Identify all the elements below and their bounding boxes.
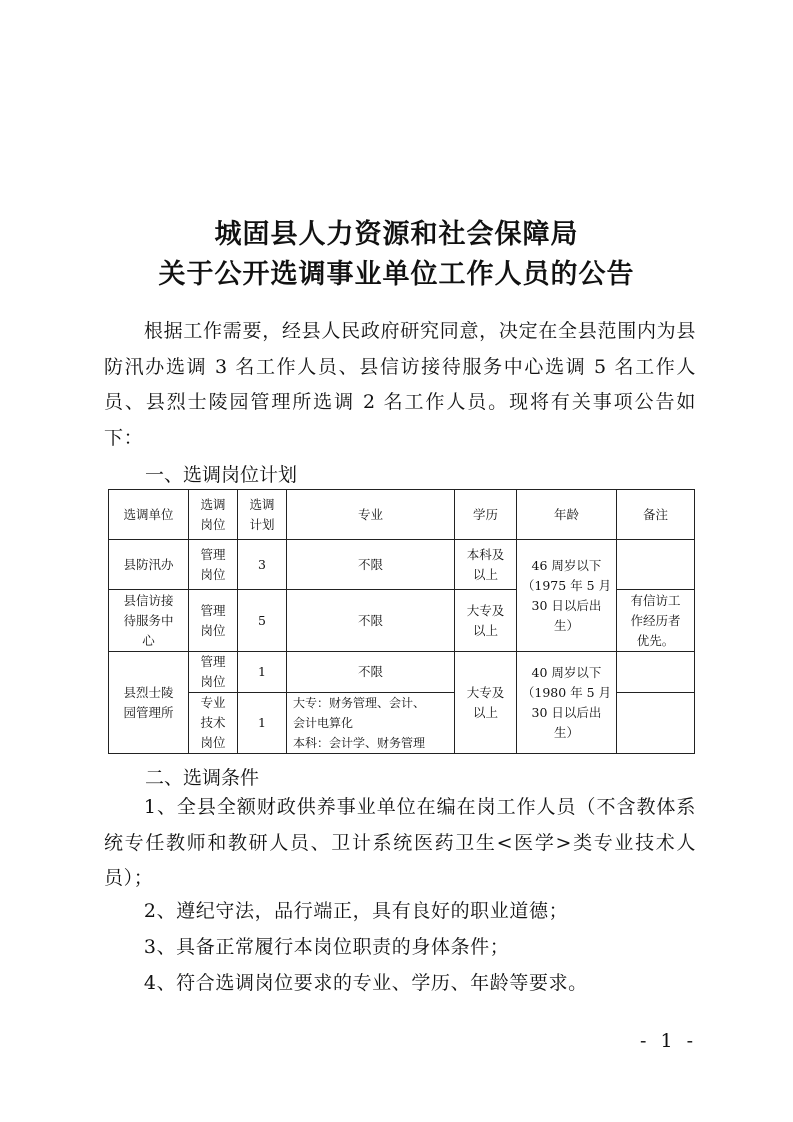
cell-post (189, 652, 238, 693)
title-line-1: 城固县人力资源和社会保障局 (214, 219, 579, 250)
cell-education (455, 540, 517, 590)
cell-unit: 县防汛办 (109, 540, 189, 590)
cell-post-text: 专业 技术 岗位 (200, 695, 226, 750)
cell-note-text: 有信访工 作经历者 优先。 (630, 592, 681, 648)
cell-unit (109, 590, 189, 652)
cell-plan: 1 (238, 693, 287, 754)
section-heading-conditions: 二、选调条件 (145, 767, 260, 789)
condition-1: 1、全县全额财政供养事业单位在编在岗工作人员（不含教体系统专任教师和教研人员、卫计系统医药卫生<医学>类专业技术人员）； (104, 796, 696, 889)
cell-post-text: 管理 岗位 (200, 546, 226, 582)
header-unit: 选调单位 (109, 490, 189, 540)
cell-age (517, 540, 617, 652)
cell-plan: 1 (238, 652, 287, 693)
cell-education-text: 大专及 以上 (466, 684, 505, 720)
cell-unit (109, 652, 189, 754)
table-header-row (109, 490, 695, 540)
cell-post (189, 540, 238, 590)
cell-note-empty (617, 693, 695, 754)
table-row (109, 652, 695, 693)
cell-post-text: 管理 岗位 (200, 602, 226, 638)
cell-major-text: 大专：财务管理、会计、 会计电算化 本科：会计学、财务管理 (293, 696, 426, 750)
cell-education-text: 本科及 以上 (466, 546, 505, 582)
position-plan-table (108, 489, 695, 754)
page-number: - 1 - (640, 1030, 698, 1052)
header-post-text: 选调 岗位 (200, 496, 226, 532)
cell-major: 不限 (287, 540, 455, 590)
cell-age-text: 46 周岁以下 （1975 年 5 月 30 日以后出 生） (521, 557, 612, 633)
table-row (109, 540, 695, 590)
condition-3: 3、具备正常履行本岗位职责的身体条件； (143, 936, 510, 958)
cell-post (189, 693, 238, 754)
cell-post (189, 590, 238, 652)
condition-2: 2、遵纪守法，品行端正，具有良好的职业道德； (143, 900, 569, 922)
cell-unit-text: 县烈士陵 园管理所 (123, 684, 174, 720)
title-line-2: 关于公开选调事业单位工作人员的公告 (158, 259, 635, 290)
section-heading-plan: 一、选调岗位计划 (145, 464, 298, 486)
cell-note-empty (617, 540, 695, 590)
cell-age (517, 652, 617, 754)
header-age: 年龄 (517, 490, 617, 540)
header-plan-text: 选调 计划 (249, 496, 275, 532)
header-education: 学历 (455, 490, 517, 540)
cell-education (455, 590, 517, 652)
cell-major (287, 693, 455, 754)
cell-unit-text: 县信访接 待服务中 心 (123, 592, 174, 648)
intro-paragraph: 根据工作需要，经县人民政府研究同意，决定在全县范围内为县防汛办选调 3 名工作人员、县信访接待服务中心选调 5 名工作人员、县烈士陵园管理所选调 2 名工作人员。现将有关事项公告如下： (104, 320, 696, 449)
cell-age-text: 40 周岁以下 （1980 年 5 月 30 日以后出 生） (521, 664, 612, 740)
header-post (189, 490, 238, 540)
cell-plan: 3 (238, 540, 287, 590)
cell-post-text: 管理 岗位 (200, 654, 226, 689)
cell-education-text: 大专及 以上 (466, 602, 505, 638)
cell-education (455, 652, 517, 754)
header-plan (238, 490, 287, 540)
cell-note-empty (617, 652, 695, 693)
condition-4: 4、符合选调岗位要求的专业、学历、年龄等要求。 (143, 972, 588, 994)
header-major: 专业 (287, 490, 455, 540)
cell-note (617, 590, 695, 652)
header-notes: 备注 (617, 490, 695, 540)
cell-major: 不限 (287, 590, 455, 652)
cell-plan: 5 (238, 590, 287, 652)
cell-major: 不限 (287, 652, 455, 693)
